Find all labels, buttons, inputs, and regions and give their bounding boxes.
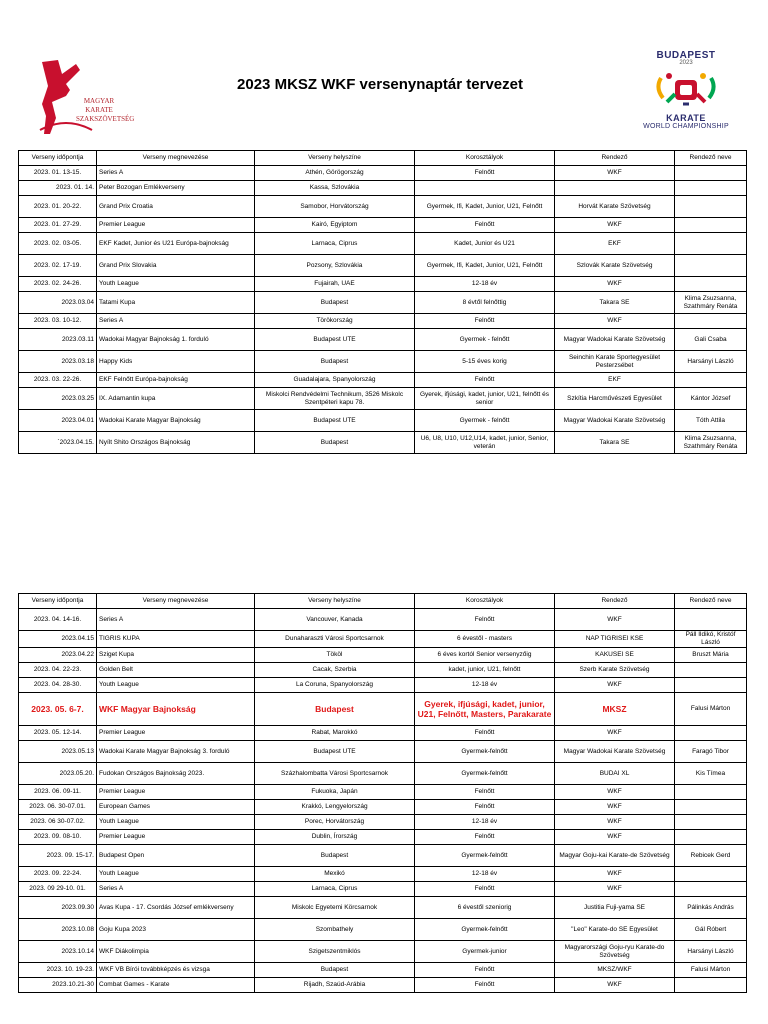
table-row [19,845,747,867]
cell-event-name: Series A [97,609,255,631]
col-header-name: Verseny megnevezése [97,594,255,609]
cell-event-name: Sziget Kupa [97,648,255,663]
cell-age-group: Gyermek-felnőtt [415,845,555,867]
cell-venue: Budapest [255,432,415,454]
cell-date: 2023.10.08 [19,919,97,941]
cell-organizer: Takara SE [555,432,675,454]
cell-contact: Kántor József [675,388,747,410]
schedule-table-2 [18,593,747,993]
table-row [19,867,747,882]
cell-date: 2023.04.15 [19,631,97,648]
cell-contact [675,882,747,897]
cell-contact [675,277,747,292]
cell-date: 2023. 02. 03-05. [19,233,97,255]
cell-event-name: Series A [97,882,255,897]
cell-venue: Dublin, Írország [255,830,415,845]
table-row [19,181,747,196]
col-header-organizer: Rendező [555,151,675,166]
cell-age-group: 8 évtől felnőttig [415,292,555,314]
cell-contact: Pálinkás András [675,897,747,919]
table-row [19,166,747,181]
cell-date: 2023.05.13 [19,741,97,763]
cell-event-name: Combat Games - Karate [97,978,255,993]
table-2-body [19,609,747,993]
cell-date: 2023. 09. 22-24. [19,867,97,882]
cell-date: 2023.03.11 [19,329,97,351]
cell-date: 2023. 01. 14. [19,181,97,196]
cell-venue: La Coruna, Spanyolország [255,678,415,693]
cell-venue: Rijadh, Szaúd-Arábia [255,978,415,993]
cell-event-name: Premier League [97,785,255,800]
table-row [19,648,747,663]
cell-organizer: EKF [555,373,675,388]
cell-age-group: Gyermek-felnőtt [415,763,555,785]
cell-venue: Budapest [255,963,415,978]
col-header-age: Korosztályok [415,594,555,609]
cell-organizer: EKF [555,233,675,255]
col-header-date: Verseny időpontja [19,594,97,609]
cell-age-group: Gyerek, ifjúsági, kadet, junior, U21, felnőtt és senior [415,388,555,410]
cell-event-name: Youth League [97,678,255,693]
cell-date: 2023. 05. 6-7. [19,693,97,726]
cell-contact: Páll Ildikó, Kristóf László [675,631,747,648]
cell-event-name: European Games [97,800,255,815]
table-row [19,963,747,978]
cell-event-name: EKF Felnőtt Európa-bajnokság [97,373,255,388]
cell-contact [675,785,747,800]
cell-age-group: Felnőtt [415,726,555,741]
table-row [19,329,747,351]
cell-event-name: WKF Magyar Bajnokság [97,693,255,726]
cell-event-name: Youth League [97,815,255,830]
logo-line-1: MAGYAR [83,97,115,105]
cell-contact [675,255,747,277]
cell-organizer: WKF [555,785,675,800]
cell-date: 2023.10.14 [19,941,97,963]
cell-organizer: WKF [555,815,675,830]
cell-date: 2023. 01. 13-15. [19,166,97,181]
cell-event-name: Goju Kupa 2023 [97,919,255,941]
cell-date: 2023. 04. 28-30. [19,678,97,693]
cell-venue: Larnaca, Ciprus [255,882,415,897]
cell-organizer: Szkítia Harcművészeti Egyesület [555,388,675,410]
cell-date: 2023. 05. 12-14. [19,726,97,741]
table-row [19,631,747,648]
cell-organizer: Szlovák Karate Szövetség [555,255,675,277]
table-row [19,609,747,631]
cell-organizer: WKF [555,314,675,329]
cell-event-name: WKF Diákolimpia [97,941,255,963]
cell-date: 2023.03.04 [19,292,97,314]
cell-contact: Gál Róbert [675,919,747,941]
cell-organizer: WKF [555,882,675,897]
cell-contact [675,867,747,882]
table-row [19,785,747,800]
logo-city: BUDAPEST [656,50,716,61]
cell-organizer: WKF [555,678,675,693]
cell-event-name: Tatami Kupa [97,292,255,314]
table-row [19,897,747,919]
cell-event-name: Fudokan Országos Bajnokság 2023. [97,763,255,785]
cell-organizer: WKF [555,978,675,993]
cell-date: 2023.09.30 [19,897,97,919]
cell-age-group: Felnőtt [415,830,555,845]
cell-contact [675,800,747,815]
cell-date: 2023. 09. 15-17. [19,845,97,867]
cell-organizer: WKF [555,609,675,631]
cell-event-name: Series A [97,166,255,181]
table-row [19,410,747,432]
cell-organizer: WKF [555,218,675,233]
cell-event-name: Budapest Open [97,845,255,867]
logo-line-2: KARATE [85,106,113,114]
cell-venue: Krakkó, Lengyelország [255,800,415,815]
cell-organizer: Magyar Wadokai Karate Szövetség [555,741,675,763]
logo-sport: KARATE [666,113,706,123]
cell-contact: Harsányi László [675,941,747,963]
cell-age-group: Kadet, Junior és U21 [415,233,555,255]
cell-contact: Falusi Márton [675,963,747,978]
cell-contact [675,166,747,181]
table-row [19,663,747,678]
cell-date: 2023. 06 30-07.02. [19,815,97,830]
cell-event-name: WKF VB Bírói továbbképzés és vizsga [97,963,255,978]
cell-age-group: Felnőtt [415,609,555,631]
cell-venue: Budapest [255,351,415,373]
cell-venue: Kairó, Egyiptom [255,218,415,233]
col-header-name: Verseny megnevezése [97,151,255,166]
cell-venue: Miskolci Rendvédelmi Technikum, 3526 Miskolc Szentpéteri kapu 78. [255,388,415,410]
cell-event-name: Youth League [97,277,255,292]
cell-organizer [555,181,675,196]
table-row [19,678,747,693]
table-row [19,196,747,218]
cell-age-group: 5-15 éves korig [415,351,555,373]
table-row [19,830,747,845]
table-row [19,351,747,373]
cell-organizer: Takara SE [555,292,675,314]
cell-date: 2023. 06. 09-11. [19,785,97,800]
cell-contact: Klima Zsuzsanna, Szathmáry Renáta [675,292,747,314]
cell-event-name: Avas Kupa - 17. Csordás József emlékverseny [97,897,255,919]
cell-contact [675,815,747,830]
cell-contact [675,978,747,993]
cell-contact [675,678,747,693]
cell-date: 2023.03.18 [19,351,97,373]
cell-date: 2023. 09. 08-10. [19,830,97,845]
table-row [19,941,747,963]
cell-date: 2023.05.20. [19,763,97,785]
cell-age-group: Felnőtt [415,978,555,993]
table-header-row [19,151,747,166]
cell-venue: Százhalombatta Városi Sportcsarnok [255,763,415,785]
cell-age-group: Felnőtt [415,166,555,181]
cell-date: 2023. 06. 30-07.01. [19,800,97,815]
cell-event-name: Wadokai Karate Magyar Bajnokság 3. forduló [97,741,255,763]
table-row [19,693,747,726]
cell-venue: Porec, Horvátország [255,815,415,830]
cell-organizer: Magyar Wadokai Karate Szövetség [555,410,675,432]
cell-date: 2023. 02. 17-19. [19,255,97,277]
cell-age-group: 12-18 év [415,277,555,292]
cell-venue: Törökország [255,314,415,329]
cell-event-name: Youth League [97,867,255,882]
table-row [19,741,747,763]
cell-contact: Kis Tímea [675,763,747,785]
cell-venue: Fujairah, UAE [255,277,415,292]
cell-venue: Budapest [255,693,415,726]
cell-venue: Budapest [255,292,415,314]
cell-date: 2023.03.25 [19,388,97,410]
table-row [19,882,747,897]
cell-date: 2023. 03. 10-12. [19,314,97,329]
cell-event-name: Nyílt Shito Országos Bajnokság [97,432,255,454]
cell-organizer: NAP TIGRISEI KSE [555,631,675,648]
championship-logo [632,50,740,150]
cell-age-group: Gyermek - felnőtt [415,329,555,351]
table-row [19,277,747,292]
cell-venue: Szombathely [255,919,415,941]
cell-contact: Bruszt Mária [675,648,747,663]
cell-date: 2023. 04. 14-16. [19,609,97,631]
cell-venue: Pozsony, Szlovákia [255,255,415,277]
cell-event-name: Premier League [97,830,255,845]
cell-organizer: WKF [555,800,675,815]
cell-organizer: WKF [555,277,675,292]
cell-organizer: Magyarországi Goju-ryu Karate-do Szövetség [555,941,675,963]
cell-age-group: 12-18 év [415,678,555,693]
cell-event-name: Golden Belt [97,663,255,678]
cell-age-group: 6 éves kortól Senior versenyzőig [415,648,555,663]
cell-organizer: Szerb Karate Szövetség [555,663,675,678]
cell-event-name: Wadokai Magyar Bajnokság 1. forduló [97,329,255,351]
cell-age-group: Felnőtt [415,314,555,329]
col-header-contact: Rendező neve [675,151,747,166]
logo-year: 2023 [679,60,693,66]
cell-venue: Athén, Görögország [255,166,415,181]
table-1-body [19,166,747,454]
cell-organizer: WKF [555,830,675,845]
table-row [19,432,747,454]
cell-date: 2023.10.21-30 [19,978,97,993]
cell-contact [675,218,747,233]
cell-age-group: Gyerek, ifjúsági, kadet, junior, U21, Felnőtt, Masters, Parakarate [415,693,555,726]
cell-age-group [415,181,555,196]
col-header-venue: Verseny helyszíne [255,594,415,609]
cell-contact: Rebicek Gerd [675,845,747,867]
table-row [19,255,747,277]
cell-organizer: Magyar Goju-kai Karate-de Szövetség [555,845,675,867]
schedule-table-1 [18,150,747,454]
logo-line-3: SZAKSZÖVETSÉG [76,115,135,123]
col-header-contact: Rendező neve [675,594,747,609]
cell-age-group: Felnőtt [415,963,555,978]
cell-venue: Tököl [255,648,415,663]
cell-event-name: Grand Prix Croatia [97,196,255,218]
cell-age-group: Gyermek, Ifi, Kadet, Junior, U21, Felnőtt [415,196,555,218]
cell-event-name: EKF Kadet, Junior és U21 Európa-bajnokság [97,233,255,255]
col-header-venue: Verseny helyszíne [255,151,415,166]
table-row [19,815,747,830]
cell-age-group: Gyermek - felnőtt [415,410,555,432]
cell-event-name: Wadokai Karate Magyar Bajnokság [97,410,255,432]
cell-event-name: Premier League [97,218,255,233]
cell-age-group: 6 évestől szeniorig [415,897,555,919]
table-row [19,388,747,410]
cell-event-name: Peter Bozogan Emlékverseny [97,181,255,196]
cell-venue: Miskolc Egyetemi Körcsarnok [255,897,415,919]
cell-event-name: IX. Adamantin kupa [97,388,255,410]
cell-age-group: kadet, junior, U21, felnőtt [415,663,555,678]
cell-organizer: MKSZ/WKF [555,963,675,978]
mksz-logo-text [76,97,135,124]
table-row [19,978,747,993]
cell-contact: Faragó Tibor [675,741,747,763]
cell-date: 2023. 09 29-10. 01. [19,882,97,897]
mksz-logo [36,56,135,136]
cell-contact [675,314,747,329]
logo-event: WORLD CHAMPIONSHIP [643,123,729,130]
cell-organizer: MKSZ [555,693,675,726]
cell-contact: Falusi Márton [675,693,747,726]
cell-organizer: Seinchin Karate Sportegyesület Pesterzsébet [555,351,675,373]
cell-age-group: Felnőtt [415,800,555,815]
cell-date: 2023. 10. 19-23. [19,963,97,978]
cell-event-name: TIGRIS KUPA [97,631,255,648]
cell-organizer: Justitia Fuji-yama SE [555,897,675,919]
cell-age-group: Felnőtt [415,218,555,233]
cell-date: 2023.04.01 [19,410,97,432]
cell-venue: Larnaca, Ciprus [255,233,415,255]
col-header-organizer: Rendező [555,594,675,609]
col-header-date: Verseny időpontja [19,151,97,166]
cell-age-group: Gyermek, Ifi, Kadet, Junior, U21, Felnőtt [415,255,555,277]
cell-contact [675,233,747,255]
cell-contact: Harsányi László [675,351,747,373]
cell-contact [675,196,747,218]
cell-venue: Samobor, Horvátország [255,196,415,218]
cell-date: 2023.04.22 [19,648,97,663]
cell-organizer: WKF [555,726,675,741]
cell-organizer: WKF [555,867,675,882]
cell-date: 2023. 01. 27-29. [19,218,97,233]
cell-age-group: Gyermek-felnőtt [415,919,555,941]
table-row [19,373,747,388]
table-row [19,314,747,329]
cell-event-name: Grand Prix Slovakia [97,255,255,277]
cell-contact: Gali Csaba [675,329,747,351]
table-row [19,292,747,314]
cell-age-group: U6, U8, U10, U12,U14, kadet, junior, Senior, veterán [415,432,555,454]
cell-organizer: KAKUSEI SE [555,648,675,663]
cell-venue: Budapest UTE [255,410,415,432]
cell-venue: Budapest UTE [255,741,415,763]
cell-age-group: Felnőtt [415,882,555,897]
cell-date: 2023. 01. 20-22. [19,196,97,218]
cell-event-name: Series A [97,314,255,329]
cell-age-group: Felnőtt [415,785,555,800]
cell-age-group: 12-18 év [415,867,555,882]
cell-date: `2023.04.15. [19,432,97,454]
table-row [19,726,747,741]
table-row [19,233,747,255]
cell-contact [675,663,747,678]
karate-kick-logo-icon [36,56,135,136]
table-row [19,919,747,941]
cell-date: 2023. 04. 22-23. [19,663,97,678]
cell-organizer: Magyar Wadokai Karate Szövetség [555,329,675,351]
cell-contact [675,726,747,741]
cell-age-group: Gyermek-junior [415,941,555,963]
cell-venue: Fukuoka, Japán [255,785,415,800]
cell-organizer: "Leo" Karate-do SE Egyesület [555,919,675,941]
cell-venue: Rabat, Marokkó [255,726,415,741]
cell-venue: Szigetszentmiklós [255,941,415,963]
cell-venue: Cacak, Szerbia [255,663,415,678]
cell-age-group: 6 évestől - masters [415,631,555,648]
championship-emblem-icon [653,68,719,112]
table-row [19,763,747,785]
cell-contact: Klima Zsuzsanna, Szathmáry Renáta [675,432,747,454]
cell-contact [675,373,747,388]
cell-age-group: Felnőtt [415,373,555,388]
cell-age-group: 12-18 év [415,815,555,830]
table-row [19,800,747,815]
cell-venue: Budapest [255,845,415,867]
cell-organizer: Horvát Karate Szövetség [555,196,675,218]
cell-contact: Tóth Attila [675,410,747,432]
cell-venue: Vancouver, Kanada [255,609,415,631]
cell-contact [675,181,747,196]
cell-organizer: BUDAI XL [555,763,675,785]
cell-venue: Dunaharaszti Városi Sportcsarnok [255,631,415,648]
cell-age-group: Gyermek-felnőtt [415,741,555,763]
cell-venue: Budapest UTE [255,329,415,351]
cell-venue: Guadalajara, Spanyolország [255,373,415,388]
cell-contact [675,830,747,845]
table-row [19,218,747,233]
cell-venue: Kassa, Szlovákia [255,181,415,196]
cell-venue: Mexikó [255,867,415,882]
document-title: 2023 MKSZ WKF versenynaptár tervezet [237,76,523,93]
cell-organizer: WKF [555,166,675,181]
table-header-row [19,594,747,609]
cell-contact [675,609,747,631]
cell-date: 2023. 02. 24-26. [19,277,97,292]
cell-event-name: Happy Kids [97,351,255,373]
cell-event-name: Premier League [97,726,255,741]
col-header-age: Korosztályok [415,151,555,166]
cell-date: 2023. 03. 22-26. [19,373,97,388]
